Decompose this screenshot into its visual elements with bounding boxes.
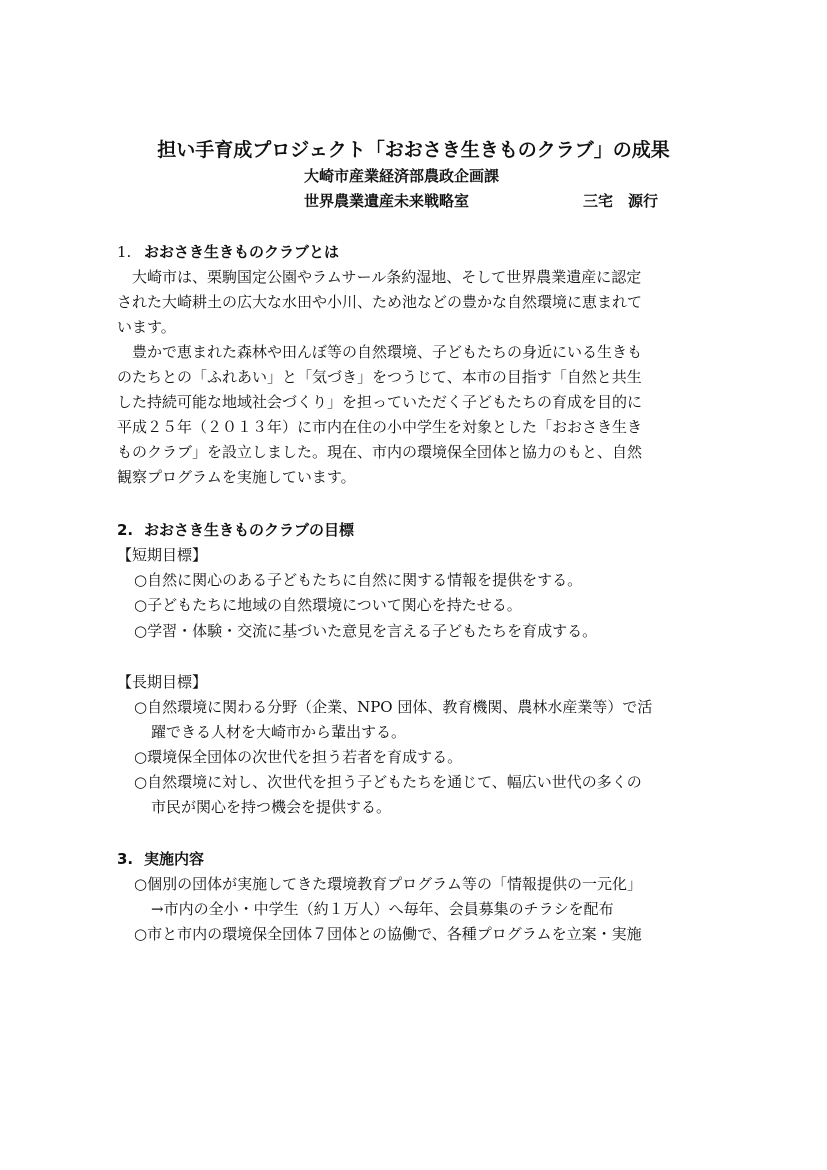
list-item-continuation: 躍できる人材を大崎市から輩出する。	[151, 723, 407, 741]
paragraph-line: います。	[117, 318, 176, 336]
section-title: おおさき生きものクラブの目標	[144, 521, 355, 539]
short-term-label: 【短期目標】	[117, 546, 208, 564]
paragraph-line: 大崎市は、栗駒国定公園やラムサール条約湿地、そして世界農業遺産に認定	[117, 268, 642, 286]
section-heading	[117, 241, 339, 263]
section-heading	[117, 519, 354, 541]
list-item: ○子どもたちに地域の自然環境について関心を持たせる。	[134, 596, 522, 614]
list-item: ○個別の団体が実施してきた環境教育プログラム等の「情報提供の一元化」	[134, 875, 642, 893]
list-item-continuation: 市民が関心を持つ機会を提供する。	[151, 798, 392, 816]
section-number: 3.	[117, 850, 134, 868]
paragraph-line: 観察プログラムを実施しています。	[117, 468, 356, 486]
list-item: ○自然に関心のある子どもたちに自然に関する情報を提供をする。	[134, 571, 583, 589]
document-title: 担い手育成プロジェクト「おおさき生きものクラブ」の成果	[157, 139, 670, 161]
list-item: ○自然環境に対し、次世代を担う子どもたちを通じて、幅広い世代の多くの	[134, 773, 642, 791]
long-term-label: 【長期目標】	[117, 673, 208, 691]
paragraph-line: された大崎耕土の広大な水田や小川、ため池などの豊かな自然環境に恵まれて	[117, 293, 643, 311]
paragraph-line: 豊かで恵まれた森林や田んぼ等の自然環境、子どもたちの身近にいる生きも	[117, 343, 643, 361]
section-heading	[117, 848, 204, 870]
section-number: 1.	[117, 243, 132, 261]
list-item: ○市と市内の環境保全団体７団体との協働で、各種プログラムを立案・実施	[134, 925, 642, 943]
paragraph-line: ものクラブ」を設立しました。現在、市内の環境保全団体と協力のもと、自然	[117, 443, 643, 461]
author-office: 世界農業遺産未来戦略室	[304, 192, 470, 210]
section-title: おおさき生きものクラブとは	[144, 243, 340, 261]
paragraph-line: 平成２５年（２０１３年）に市内在住の小中学生を対象とした「おおさき生き	[117, 418, 643, 436]
author-name: 三宅 源行	[583, 192, 659, 210]
list-item-continuation: →市内の全小・中学生（約１万人）へ毎年、会員募集のチラシを配布	[151, 900, 614, 918]
section-number: 2.	[117, 521, 134, 539]
list-item: ○学習・体験・交流に基づいた意見を言える子どもたちを育成する。	[134, 622, 598, 640]
paragraph-line: した持続可能な地域社会づくり」を担っていただく子どもたちの育成を目的に	[117, 393, 643, 411]
list-item: ○環境保全団体の次世代を担う若者を育成する。	[134, 748, 463, 766]
section-title: 実施内容	[144, 850, 205, 868]
author-department: 大崎市産業経済部農政企画課	[304, 167, 500, 185]
list-item: ○自然環境に関わる分野（企業、NPO 団体、教育機関、農林水産業等）で活	[134, 698, 653, 716]
paragraph-line: のたちとの「ふれあい」と「気づき」をつうじて、本市の目指す「自然と共生	[117, 368, 642, 386]
